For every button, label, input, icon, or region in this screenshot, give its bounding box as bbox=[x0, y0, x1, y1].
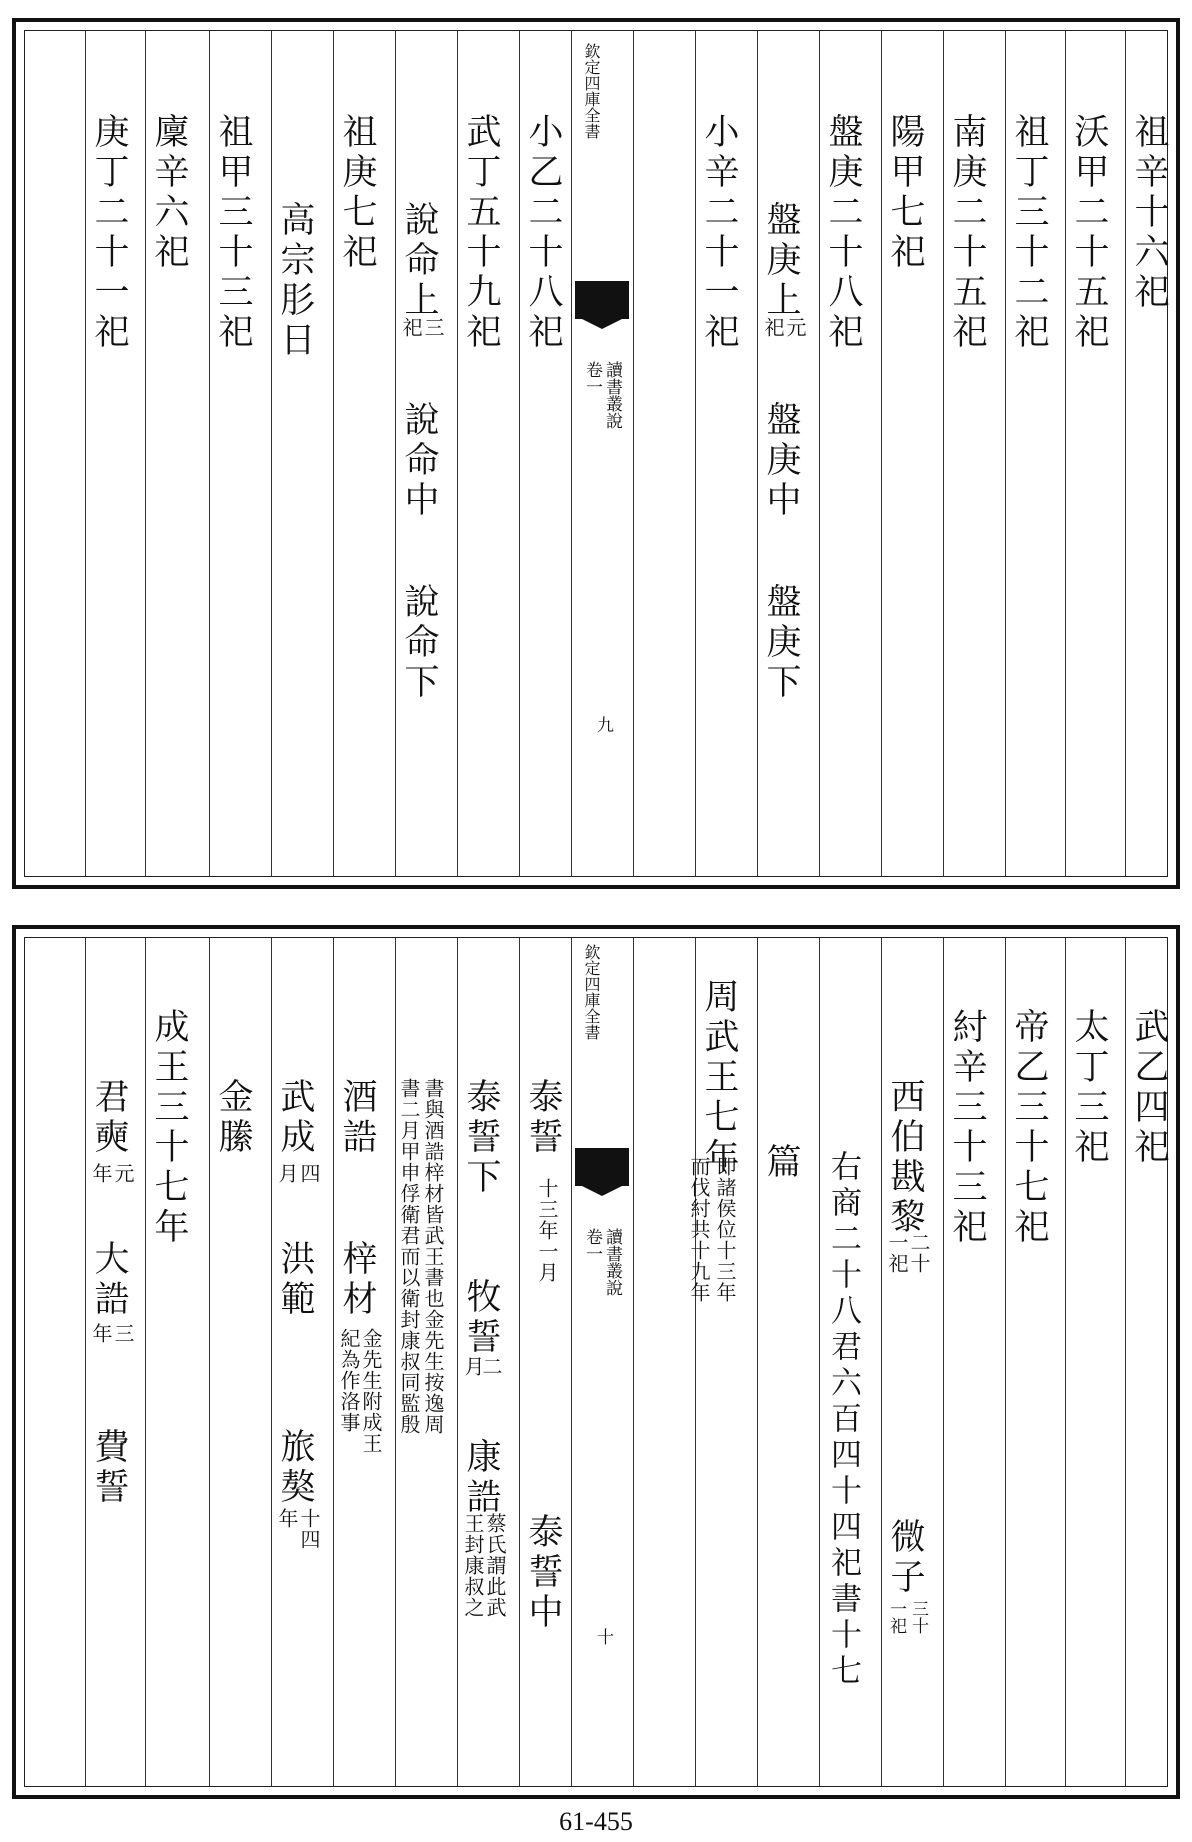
text-column: 武丁五十九祀 bbox=[461, 113, 501, 353]
book-name: 讀書叢說 bbox=[602, 1228, 622, 1296]
book-spine bbox=[573, 31, 631, 876]
interlinear-note: 三 bbox=[111, 1323, 135, 1344]
interlinear-note: 一祀 bbox=[886, 1600, 906, 1634]
column-rule bbox=[571, 31, 572, 876]
text-column: 篇 bbox=[761, 1143, 801, 1183]
column-rule bbox=[1065, 31, 1066, 876]
interlinear-note: 祀 bbox=[761, 317, 785, 338]
column-rule bbox=[85, 938, 86, 1786]
interlinear-note: 即諸侯位十三年 bbox=[713, 1156, 737, 1303]
column-rule bbox=[881, 938, 882, 1786]
column-rule bbox=[633, 31, 634, 876]
interlinear-note: 紀為作洛事 bbox=[337, 1328, 361, 1433]
text-column: 西伯戡黎 bbox=[885, 1078, 925, 1238]
text-column: 酒誥 bbox=[337, 1078, 377, 1158]
column-rule bbox=[819, 938, 820, 1786]
text-column: 小乙二十八祀 bbox=[523, 113, 563, 353]
text-column: 大誥 bbox=[89, 1240, 129, 1320]
column-rule bbox=[881, 31, 882, 876]
column-rule bbox=[1005, 938, 1006, 1786]
text-column: 祖丁三十二祀 bbox=[1009, 113, 1049, 353]
text-column: 成王三十七年 bbox=[149, 1008, 189, 1248]
text-column: 庚丁二十一祀 bbox=[89, 113, 129, 353]
text-column: 金縢 bbox=[213, 1078, 253, 1158]
text-column: 盤庚上 bbox=[761, 201, 801, 321]
text-column: 說命中 bbox=[399, 401, 439, 521]
text-column: 泰誓 bbox=[523, 1078, 563, 1158]
column-rule bbox=[819, 31, 820, 876]
column-rule bbox=[85, 31, 86, 876]
text-column: 沃甲二十五祀 bbox=[1069, 113, 1109, 353]
upper-page-frame bbox=[24, 30, 1168, 877]
lower-page bbox=[12, 925, 1180, 1799]
column-rule bbox=[1065, 938, 1066, 1786]
text-column: 武乙四祀 bbox=[1129, 1008, 1169, 1168]
interlinear-note: 蔡氏謂此武 bbox=[483, 1513, 507, 1618]
interlinear-note: 年 bbox=[89, 1323, 113, 1344]
text-column: 梓材 bbox=[337, 1240, 377, 1320]
interlinear-note: 三 bbox=[421, 317, 445, 338]
upper-page bbox=[12, 18, 1180, 889]
interlinear-note: 王封康叔之 bbox=[461, 1513, 485, 1618]
column-rule bbox=[943, 938, 944, 1786]
text-column: 陽甲七祀 bbox=[885, 113, 925, 273]
column-rule bbox=[457, 31, 458, 876]
commentary-line: 書二月甲申俘衛君而以衛封康叔同監殷 bbox=[397, 1078, 421, 1435]
text-column: 祖甲三十三祀 bbox=[213, 113, 253, 353]
text-column: 高宗肜日 bbox=[275, 201, 315, 361]
interlinear-note: 月 bbox=[275, 1163, 299, 1184]
text-column: 微子 bbox=[885, 1518, 925, 1598]
column-rule bbox=[333, 938, 334, 1786]
text-column: 旅獒 bbox=[275, 1428, 315, 1508]
text-column: 太丁三祀 bbox=[1069, 1008, 1109, 1168]
interlinear-note: 二 bbox=[479, 1356, 503, 1377]
text-column: 說命上 bbox=[399, 201, 439, 321]
interlinear-note: 金先生附成王 bbox=[359, 1328, 383, 1454]
book-spine bbox=[573, 938, 631, 1786]
fish-tail-mark bbox=[575, 1148, 629, 1186]
text-column: 紂辛三十三祀 bbox=[947, 1008, 987, 1248]
column-rule bbox=[209, 938, 210, 1786]
book-title: 欽定四庫全書 bbox=[582, 43, 601, 139]
folio-number: 九 bbox=[593, 716, 613, 733]
column-rule bbox=[1125, 31, 1126, 876]
column-rule bbox=[1005, 31, 1006, 876]
text-column: 君奭 bbox=[89, 1078, 129, 1158]
folio-number: 十 bbox=[593, 1628, 613, 1645]
text-column: 康誥 bbox=[461, 1438, 501, 1518]
page-number: 61-455 bbox=[559, 1807, 633, 1836]
text-column: 泰誓中 bbox=[523, 1513, 563, 1633]
text-column: 帝乙三十七祀 bbox=[1009, 1008, 1049, 1248]
text-column: 武成 bbox=[275, 1078, 315, 1158]
interlinear-note: 而伐紂共十九年 bbox=[687, 1156, 711, 1303]
text-column: 小辛二十一祀 bbox=[699, 113, 739, 353]
column-rule bbox=[333, 31, 334, 876]
text-column: 洪範 bbox=[275, 1240, 315, 1320]
column-rule bbox=[145, 938, 146, 1786]
column-rule bbox=[395, 31, 396, 876]
volume-label: 卷一 bbox=[582, 361, 602, 395]
column-rule bbox=[519, 938, 520, 1786]
book-title: 欽定四庫全書 bbox=[582, 944, 601, 1040]
text-column: 說命下 bbox=[399, 583, 439, 703]
text-column: 盤庚二十八祀 bbox=[823, 113, 863, 353]
column-rule bbox=[395, 938, 396, 1786]
interlinear-note: 年 bbox=[89, 1163, 113, 1184]
text-column: 周武王七年 bbox=[699, 978, 739, 1178]
text-column: 右商二十八君六百四十四祀書十七 bbox=[825, 1150, 861, 1690]
interlinear-note: 元 bbox=[783, 317, 807, 338]
interlinear-note: 祀 bbox=[399, 317, 423, 338]
column-rule bbox=[457, 938, 458, 1786]
column-rule bbox=[271, 938, 272, 1786]
text-column: 泰誓下 bbox=[461, 1078, 501, 1198]
book-name: 讀書叢說 bbox=[602, 361, 622, 429]
lower-page-frame bbox=[24, 937, 1168, 1787]
interlinear-note: 一祀 bbox=[885, 1232, 909, 1274]
column-rule bbox=[209, 31, 210, 876]
fish-tail-mark bbox=[575, 281, 629, 319]
interlinear-note: 四 bbox=[297, 1163, 321, 1184]
text-column: 祖辛十六祀 bbox=[1129, 113, 1169, 313]
text-column: 牧誓 bbox=[461, 1278, 501, 1358]
column-rule bbox=[271, 31, 272, 876]
interlinear-note: 十四 bbox=[297, 1508, 321, 1550]
volume-label: 卷一 bbox=[582, 1228, 602, 1262]
column-rule bbox=[1125, 938, 1126, 1786]
text-column: 南庚二十五祀 bbox=[947, 113, 987, 353]
column-rule bbox=[943, 31, 944, 876]
interlinear-note: 年 bbox=[275, 1508, 299, 1529]
text-column: 盤庚中 bbox=[761, 401, 801, 521]
column-rule bbox=[757, 31, 758, 876]
column-rule bbox=[633, 938, 634, 1786]
text-column: 盤庚下 bbox=[761, 583, 801, 703]
interlinear-note: 三十 bbox=[908, 1600, 928, 1634]
interlinear-note: 元 bbox=[111, 1163, 135, 1184]
interlinear-note: 十三年一月 bbox=[535, 1178, 559, 1283]
interlinear-note: 月 bbox=[461, 1356, 485, 1377]
column-rule bbox=[519, 31, 520, 876]
text-column: 祖庚七祀 bbox=[337, 113, 377, 273]
commentary-line: 書與酒誥梓材皆武王書也金先生按逸周 bbox=[421, 1078, 445, 1435]
column-rule bbox=[757, 938, 758, 1786]
text-column: 費誓 bbox=[89, 1428, 129, 1508]
column-rule bbox=[145, 31, 146, 876]
column-rule bbox=[695, 938, 696, 1786]
interlinear-note: 二十 bbox=[907, 1232, 931, 1274]
column-rule bbox=[695, 31, 696, 876]
column-rule bbox=[571, 938, 572, 1786]
text-column: 廩辛六祀 bbox=[149, 113, 189, 273]
